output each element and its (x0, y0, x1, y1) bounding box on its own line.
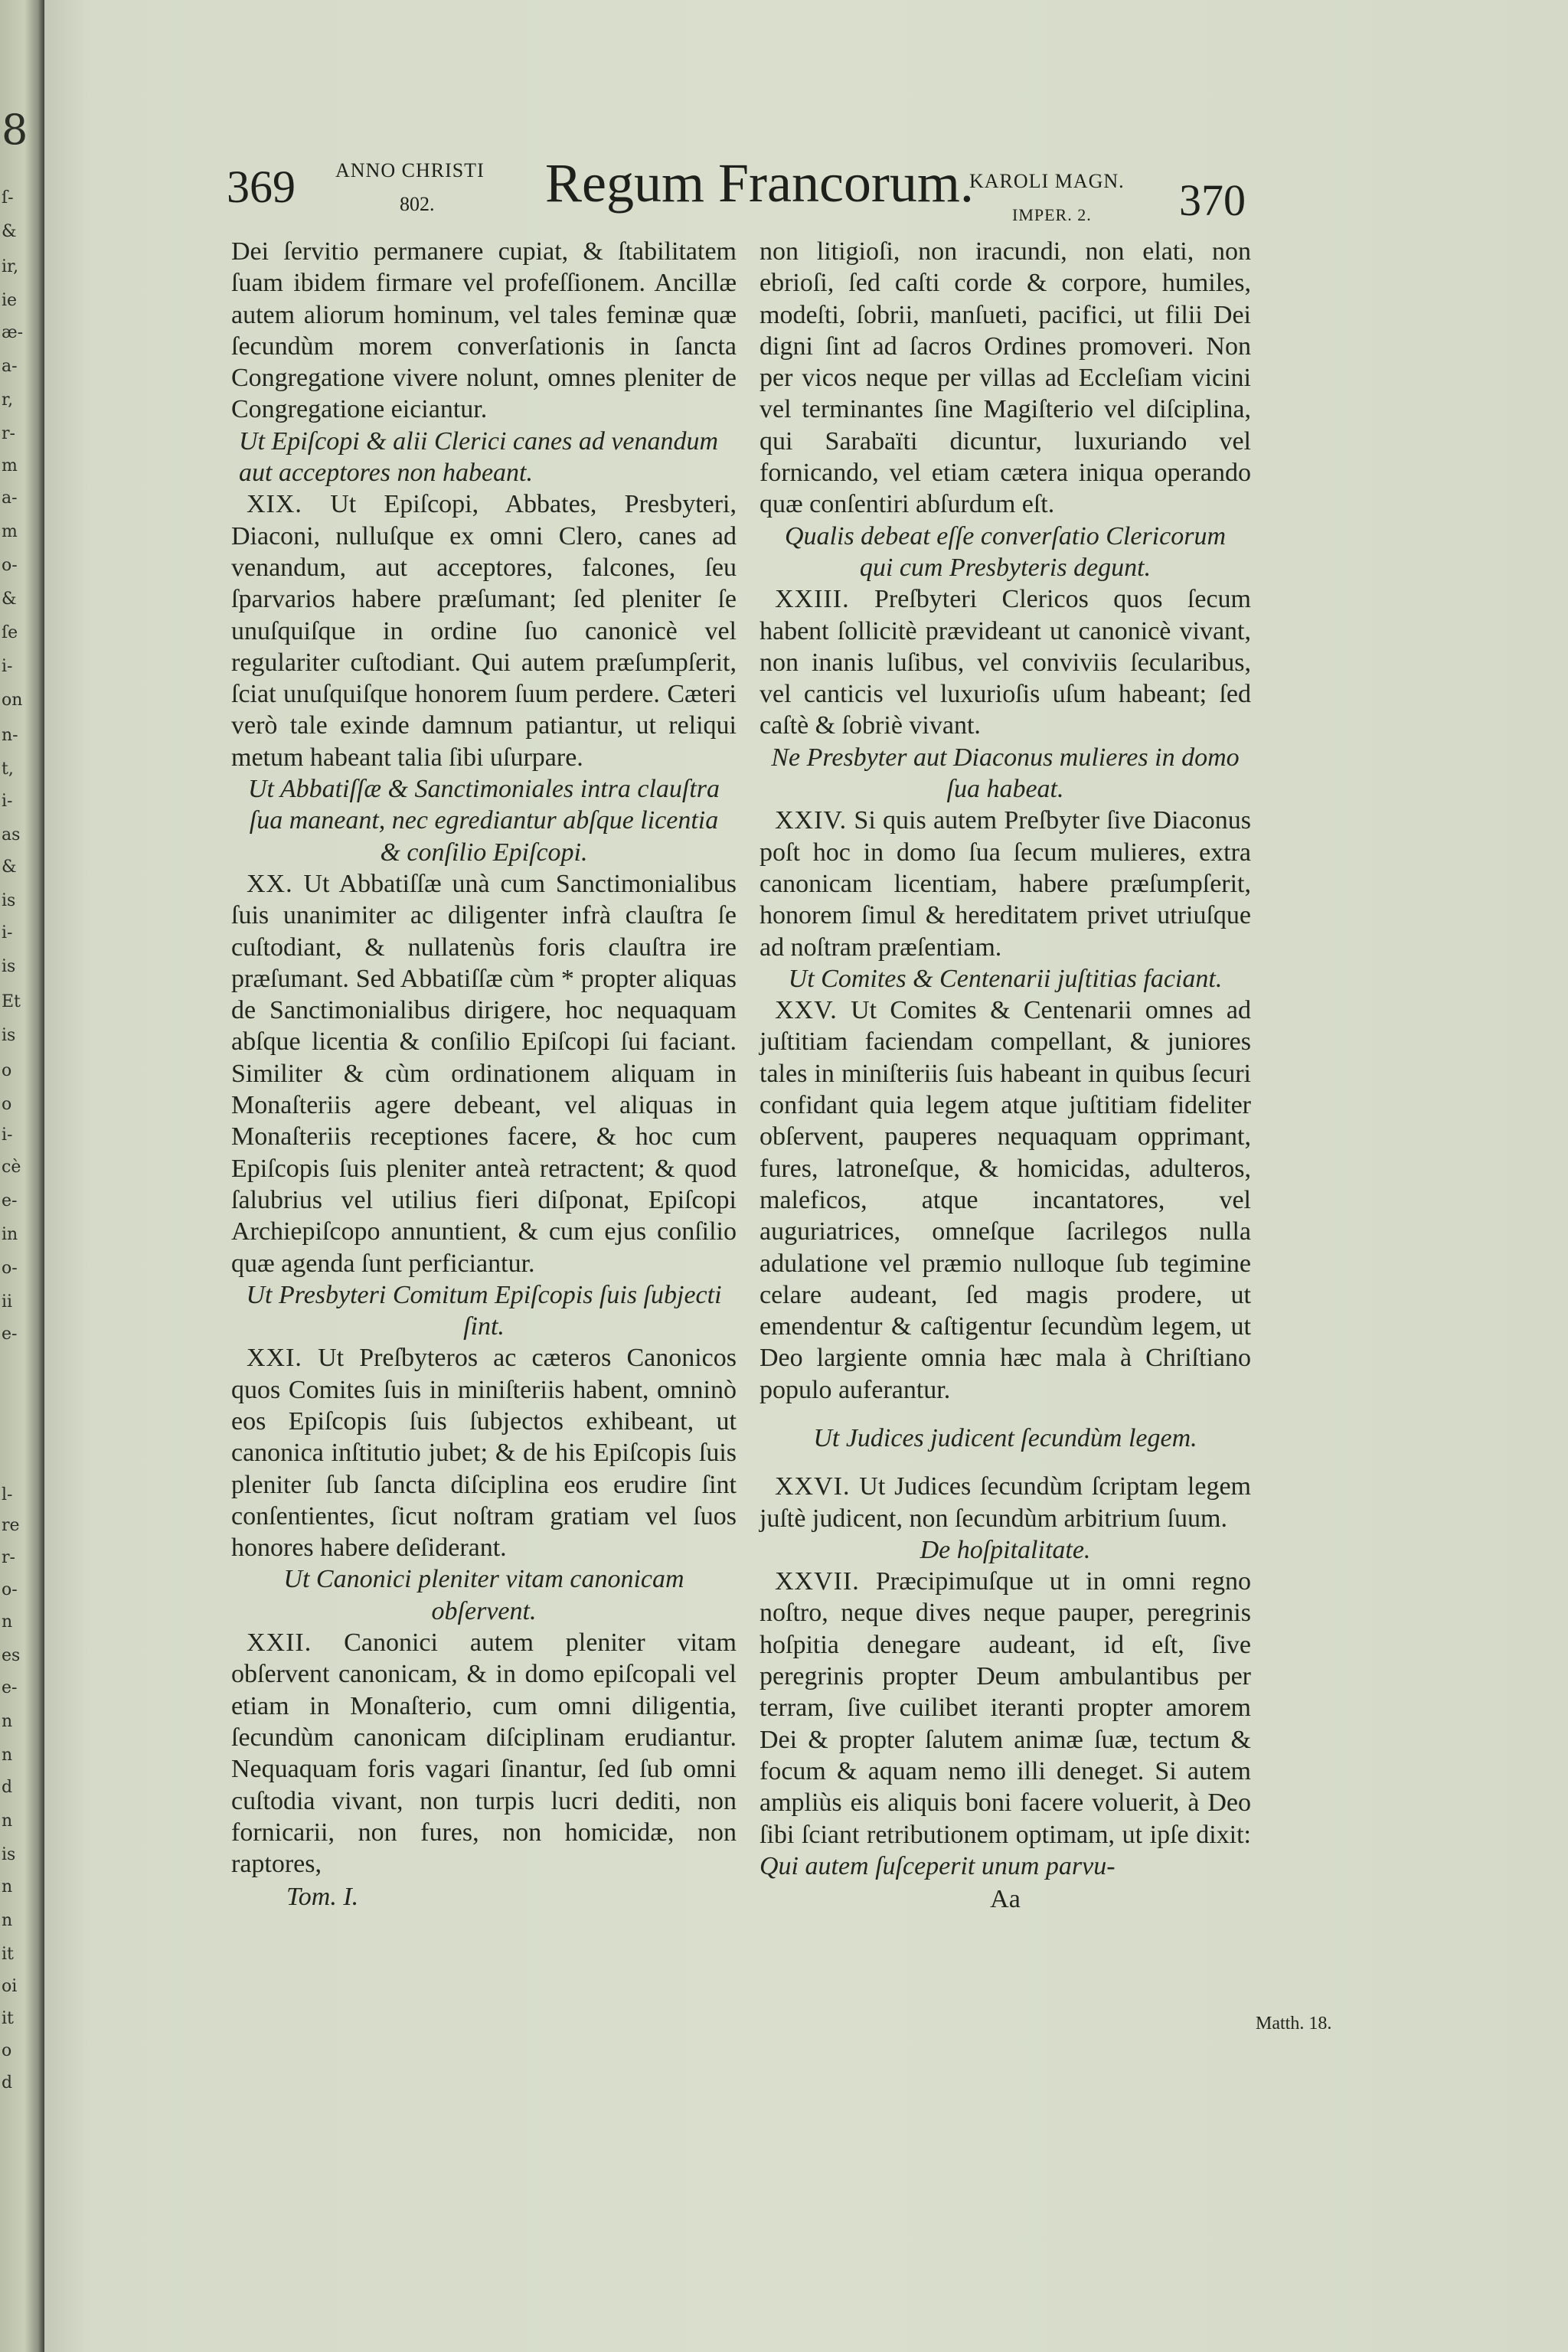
left-column (231, 236, 737, 1913)
chapter-heading: Ut Comites & Centenarii juſtitias faciant. (788, 964, 1223, 993)
page-number-left: 369 (227, 162, 296, 212)
bleed-fragment: l- (2, 1485, 13, 1504)
chapter-text: Ut Judices ſecundùm ſcriptam legem juſtè judicent, non ſecundùm arbitrium ſuum. (760, 1472, 1251, 1533)
bleed-fragment: ſe (2, 623, 18, 642)
chapter-number: XIX. (247, 490, 302, 519)
bleed-fragment: r, (2, 390, 14, 410)
paragraph (231, 488, 737, 773)
bleed-fragment: n (2, 1911, 13, 1930)
chapter-number: XXVII. (775, 1567, 860, 1596)
chapter-text: Ut Epiſcopi, Abbates, Presbyteri, Diaconi, nulluſque ex omni Clero, canes ad venandum, aut acceptores, falcones, ſeu ſparvarios habere præſumant; ſed pleniter ſe unuſquiſque in ordine ſuo canonicè vel regulariter cuſtodiant. Qui autem præſumpſerit, ſciat unuſquiſque honorem ſuum perdere. Cæteri verò tale exinde damnum patiantur, ut reliqui metum habeant talia ſibi uſurpare. (231, 490, 737, 772)
bleed-fragment: re (2, 1516, 20, 1535)
bleed-fragment: ir, (2, 257, 19, 276)
chapter-heading: Ut Epiſcopi & alii Clerici canes ad venandum aut acceptores non habeant. (239, 426, 719, 488)
bleed-fragment: as (2, 825, 21, 844)
bleed-fragment: i- (2, 657, 13, 676)
bleed-fragment: m (2, 522, 18, 541)
chapter-number: XXII. (247, 1628, 312, 1658)
bleed-fragment: es (2, 1646, 21, 1665)
bleed-fragment: & (2, 858, 17, 877)
chapter-number: XX. (247, 869, 293, 898)
chapter-text: Ut Preſbyteros ac cæteros Canonicos quos Comites ſuis in miniſteriis habent, omninò eos Epiſcopis ſuis ſubjectos exhibeant, ut canonica inſtitutio jubet; & de his Epiſcopis ſuis pleniter ſub ſancta diſciplina eos erudire ſint conſentientes, ſicut noſtram gratiam vel ſuos honores habere deſiderant. (231, 1344, 737, 1563)
chapter-text: Ut Abbatiſſæ unà cum Sanctimonialibus ſuis unanimiter ac diligenter infrà clauſtra ſe cuſtodiant, & nullatenùs foris clauſtra ire præſumant. Sed Abbatiſſæ cùm * propter aliquas de Sanctimonialibus dirigere, hoc nequaquam abſque licentia & conſilio Epiſcopi ſui faciant. Similiter & cùm ordinationem aliquam in Monaſteriis agere debeant, vel aliquas in Monaſteriis receptiones facere, & hoc cum Epiſcopis ſuis pleniter anteà retractent; & quod ſalubrius vel utilius fieri diſponat, Epiſcopi Archiepiſcopo annuntient, & cum ejus conſilio quæ agenda ſunt perficiantur. (231, 869, 737, 1278)
bleed-fragment: it (2, 2009, 14, 2028)
bleed-fragment: e- (2, 1191, 18, 1210)
paragraph (760, 805, 1251, 962)
paragraph (760, 1471, 1251, 1534)
anno-year: 802. (400, 193, 435, 215)
chapter-number: XXI. (247, 1344, 302, 1373)
chapter-heading: Qualis debeat eſſe converſatio Clericorum qui cum Presbyteris degunt. (785, 521, 1226, 582)
bleed-fragment: n (2, 1712, 13, 1731)
bleed-fragment: a- (2, 357, 18, 376)
bleed-fragment: e- (2, 1325, 18, 1344)
chapter-text: Ut Comites & Centenarii omnes ad juſtitiam faciendam compellant, & juniores tales in miniſteriis ſuis habeant in quibus ſecuri confidant quia legem atque juſtitiam fideliter obſervent, pauperes nequaquam opprimant, fures, latroneſque, & homicidas, adulteros, maleficos, atque incantatores, vel auguriatrices, omneſque ſacrilegos nulla adulatione vel præmio nulloque ſub tegimine celare audeant, ſed magis prodere, ut emendentur & caſtigentur ſecundùm legem, ut Deo largiente omnia hæc mala à Chriſtiano populo auferantur. (760, 996, 1251, 1404)
volume-footer: Tom. I. (286, 1883, 359, 1912)
bleed-fragment: cè (2, 1158, 21, 1177)
chapter-heading: Ut Canonici pleniter vitam canonicam obſervent. (283, 1565, 684, 1625)
chapter-number: XXV. (775, 996, 838, 1025)
bleed-fragment: o- (2, 556, 18, 575)
chapter-text: Præcipimuſque ut in omni regno noſtro, neque dives neque pauper, peregrinis hoſpitia denegare audeant, id eſt, ſive peregrinis propter Deum ambulantibus per terram, ſive cuilibet iteranti propter amorem Dei & propter ſalutem animæ ſuæ, tectum & focum & aquam nemo illi deneget. Si autem ampliùs eis aliquis boni facere voluerit, à Deo ſibi ſciant retributionem optimam, ut ipſe dixit: (760, 1567, 1252, 1849)
chapter-number: XXIV. (775, 806, 848, 835)
bleed-fragment: & (2, 222, 17, 241)
bleed-fragment: d (2, 1778, 13, 1797)
bleed-fragment: & (2, 590, 17, 609)
signature-mark: Aa (990, 1885, 1021, 1914)
anno-christi-label: ANNO CHRISTI (335, 159, 485, 181)
bleed-fragment: i- (2, 792, 13, 811)
bleed-fragment: r- (2, 424, 15, 443)
margin-note: Matth. 18. (1256, 2014, 1332, 2034)
bleed-fragment: n (2, 1612, 13, 1632)
page-number-right: 370 (1179, 175, 1246, 225)
karoli-label: KAROLI MAGN. (969, 170, 1125, 192)
bleed-fragment: ie (2, 291, 18, 310)
bleed-fragment: o (2, 1061, 12, 1080)
bleed-fragment: d (2, 2073, 13, 2092)
bleed-fragment: n (2, 1811, 13, 1831)
bleed-fragment: is (2, 957, 16, 976)
bleed-fragment: in (2, 1225, 18, 1244)
chapter-heading: Ut Presbyteri Comitum Epiſcopis ſuis ſubjecti ſint. (246, 1280, 722, 1341)
bleed-fragment: is (2, 1026, 16, 1045)
chapter-heading: Ut Judices judicent ſecundùm legem. (813, 1423, 1197, 1452)
bleed-fragment: a- (2, 488, 18, 508)
bleed-fragment: ſ- (2, 188, 14, 207)
paragraph (760, 1566, 1251, 1882)
bleed-fragment: n (2, 1746, 13, 1765)
paragraph: Dei ſervitio permanere cupiat, & ſtabilitatem ſuam ibidem firmare vel profeſſionem. Ancillæ autem aliorum hominum, vel tales feminæ quæ ſecundùm morem converſationis in ſancta Congregatione vivere nolunt, omnes pleniter de Congregatione eiciantur. (231, 237, 737, 424)
paragraph (760, 995, 1251, 1406)
paragraph (231, 868, 737, 1279)
scripture-quote: Qui autem ſuſceperit unum parvu- (760, 1851, 1116, 1880)
facing-page-bleed (2, 100, 28, 2090)
chapter-text: Si quis autem Preſbyter ſive Diaconus poſt hoc in domo ſua ſecum mulieres, extra canonicam licentiam, habere præſumpſerit, honorem ſimul & hereditatem privet utriuſque ad noſtram præſentiam. (760, 806, 1251, 962)
bleed-fragment: is (2, 891, 16, 910)
bleed-fragment: n- (2, 726, 18, 745)
bleed-fragment: ii (2, 1292, 13, 1312)
chapter-text: Canonici autem pleniter vitam obſervent canonicam, & in domo epiſcopali vel etiam in Monaſterio, cum omni diligentia, ſecundùm canonicam diſciplinam erudiantur. Nequaquam foris vagari ſinantur, ſed ſub omni cuſtodia vivant, non turpis lucri dediti, non fornicarii, non fures, non homicidæ, non raptores, (231, 1628, 737, 1879)
paragraph: non litigioſi, non iracundi, non elati, non ebrioſi, ſed caſti corde & corpore, humiles, modeſti, ſobrii, manſueti, pacifici, ut filii Dei digni ſint ad ſacros Ordines promoveri. Non per vicos neque per villas ad Eccleſiam vicini vel terminantes ſine Magiſterio vel diſciplina, qui Sarabaïti dicuntur, luxuriando vel fornicando, vel etiam cætera iniqua operando quæ conſentiri abſurdum eſt. (760, 237, 1251, 519)
bleed-fragment: o- (2, 1580, 18, 1599)
right-column (760, 236, 1251, 1915)
bleed-fragment: it (2, 1945, 14, 1964)
imper-label: IMPER. 2. (1012, 205, 1092, 224)
paragraph (231, 1342, 737, 1563)
bleed-fragment: Et (2, 992, 21, 1011)
bleed-fragment: o (2, 2041, 12, 2060)
bleed-fragment: æ- (2, 323, 24, 342)
bleed-fragment: o- (2, 1259, 18, 1278)
paragraph (760, 583, 1251, 741)
chapter-number: XXVI. (775, 1472, 851, 1501)
bleed-fragment: n (2, 1877, 13, 1896)
chapter-heading: Ne Presbyter aut Diaconus mulieres in domo ſua habeat. (771, 743, 1240, 804)
bleed-fragment: i- (2, 1125, 13, 1145)
bleed-fragment: 8 (2, 106, 28, 154)
chapter-number: XXIII. (775, 585, 850, 614)
paragraph (231, 1627, 737, 1880)
chapter-heading: Ut Abbatiſſæ & Sanctimoniales intra clauſtra ſua maneant, nec egrediantur abſque licentia & conſilio Epiſcopi. (247, 775, 720, 867)
bleed-fragment: r- (2, 1548, 15, 1567)
bleed-fragment: is (2, 1845, 16, 1864)
chapter-heading: De hoſpitalitate. (920, 1535, 1091, 1564)
bleed-fragment: m (2, 456, 18, 475)
chapter-text: Preſbyteri Clericos quos ſecum habent ſollicitè prævideant ut canonicè vivant, non inanis luſibus, vel conviviis ſecularibus, vel canticis vel luxurioſis uſum habeant; ſed caſtè & ſobriè vivant. (760, 585, 1252, 740)
bleed-fragment: oi (2, 1977, 18, 1996)
bleed-fragment: i- (2, 923, 13, 942)
bleed-fragment: e- (2, 1678, 18, 1697)
book-gutter (0, 0, 44, 2352)
bleed-fragment: t, (2, 760, 14, 779)
bleed-fragment: o (2, 1095, 12, 1114)
bleed-fragment: on (2, 691, 23, 710)
running-title: Regum Francorum. (545, 152, 974, 214)
